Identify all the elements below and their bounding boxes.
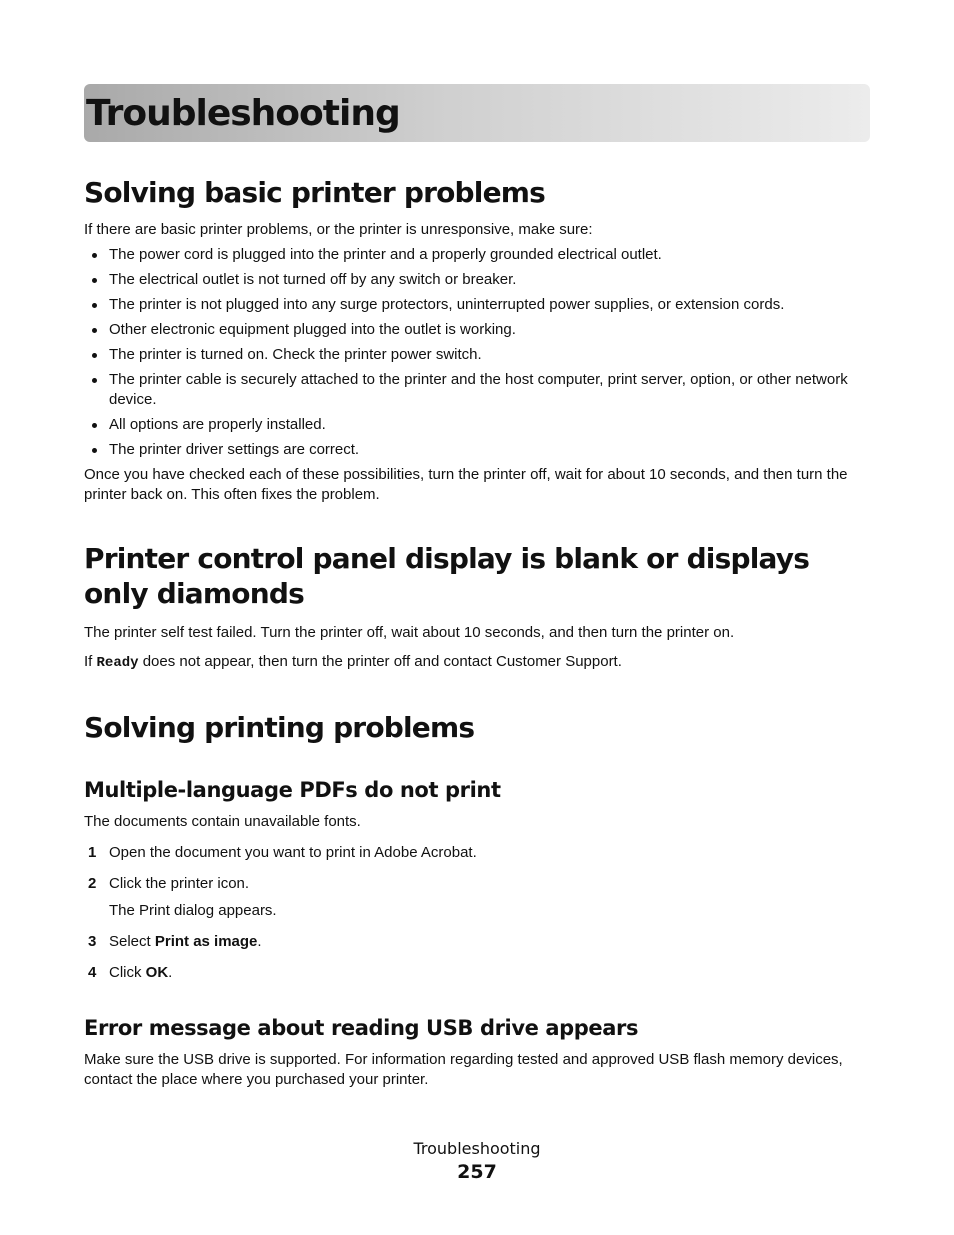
page-number: 257	[457, 1161, 497, 1183]
step-number: 3	[88, 933, 97, 950]
basic-checklist	[84, 245, 870, 460]
step-number: 2	[88, 875, 97, 892]
bullet-icon	[92, 448, 97, 453]
pdf-steps	[84, 843, 870, 983]
basic-outro: Once you have checked each of these possibilities, turn the printer off, wait for about 10 seconds, and then turn the printer back on. This often fixes the problem.	[84, 466, 848, 503]
bullet-icon	[92, 278, 97, 283]
list-item: The power cord is plugged into the printer and a properly grounded electrical outlet.	[84, 245, 870, 265]
step-item: 4 Click OK.	[88, 964, 173, 981]
usb-paragraph: Make sure the USB drive is supported. For information regarding tested and approved USB flash memory devices, contact the place where you purchased your printer.	[84, 1051, 843, 1088]
step-number: 4	[88, 964, 97, 981]
subsection-heading-usb: Error message about reading USB drive appears	[84, 1016, 639, 1040]
list-item: The printer is not plugged into any surge protectors, uninterrupted power supplies, or extension cords.	[84, 295, 870, 315]
display-paragraph-1: The printer self test failed. Turn the printer off, wait about 10 seconds, and then turn the printer on.	[84, 624, 735, 641]
chapter-title: Troubleshooting	[86, 92, 400, 134]
list-item: The printer is turned on. Check the printer power switch.	[84, 345, 870, 365]
step-item: 1 Open the document you want to print in Adobe Acrobat.	[88, 844, 477, 861]
chapter-banner	[84, 84, 870, 142]
step-number: 1	[88, 844, 97, 861]
bullet-icon	[92, 423, 97, 428]
ready-code: Ready	[96, 655, 139, 671]
bullet-icon	[92, 378, 97, 383]
list-item: The printer cable is securely attached to the printer and the host computer, print server, option, or other network device.	[84, 370, 870, 410]
list-item: The printer driver settings are correct.	[84, 440, 870, 460]
footer-chapter-label: Troubleshooting	[413, 1139, 541, 1158]
page-footer	[0, 1138, 954, 1184]
step-item: 3 Select Print as image.	[88, 933, 262, 950]
pdf-intro: The documents contain unavailable fonts.	[84, 813, 361, 830]
bullet-icon	[92, 303, 97, 308]
list-item: Other electronic equipment plugged into the outlet is working.	[84, 320, 870, 340]
display-paragraph-2: If Ready does not appear, then turn the printer off and contact Customer Support.	[84, 653, 622, 671]
bullet-icon	[92, 353, 97, 358]
subsection-heading-pdf: Multiple-language PDFs do not print	[84, 778, 501, 802]
bullet-icon	[92, 253, 97, 258]
page-content	[84, 84, 870, 1090]
list-item: All options are properly installed.	[84, 415, 870, 435]
ui-button-label: OK	[145, 964, 169, 981]
section-heading-basic: Solving basic printer problems	[84, 176, 545, 209]
step-result: The Print dialog appears.	[109, 902, 277, 919]
basic-intro: If there are basic printer problems, or the printer is unresponsive, make sure:	[84, 221, 593, 238]
ui-option-label: Print as image	[154, 933, 258, 950]
step-item: 2 Click the printer icon. The Print dialog appears.	[84, 874, 870, 921]
section-heading-printing: Solving printing problems	[84, 711, 475, 744]
section-heading-display: Printer control panel display is blank or displays only diamonds	[84, 542, 810, 610]
list-item: The electrical outlet is not turned off by any switch or breaker.	[84, 270, 870, 290]
bullet-icon	[92, 328, 97, 333]
